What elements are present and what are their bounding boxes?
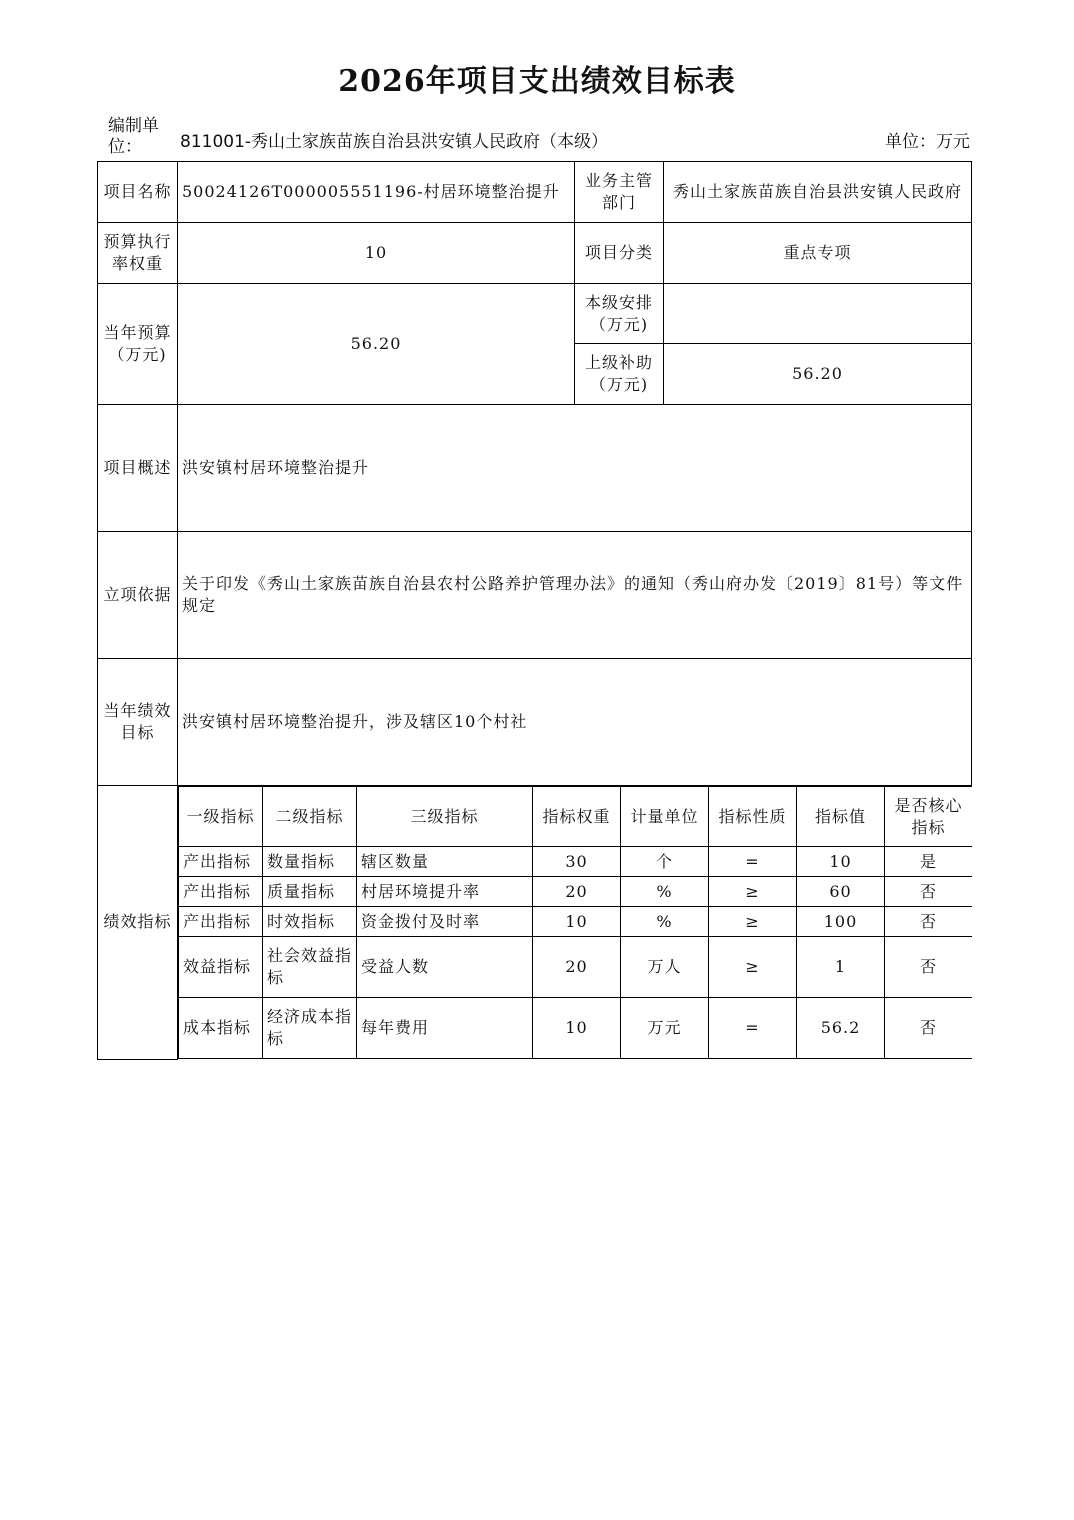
cell-level2: 社会效益指标 — [263, 937, 357, 998]
cell-level3: 村居环境提升率 — [357, 877, 533, 907]
table-row — [179, 998, 972, 1059]
page-title: 2026年项目支出绩效目标表 — [338, 64, 736, 99]
cell-level2: 时效指标 — [263, 907, 357, 937]
cell-level1: 成本指标 — [179, 998, 263, 1059]
project-name-value: 50024126T000005551196-村居环境整治提升 — [178, 162, 575, 223]
cell-level3: 辖区数量 — [357, 847, 533, 877]
performance-target-table — [97, 161, 972, 1060]
overview-label: 项目概述 — [98, 405, 178, 532]
basis-value: 关于印发《秀山土家族苗族自治县农村公路养护管理办法》的通知（秀山府办发〔2019〕81号）等文件规定 — [178, 532, 972, 659]
cell-weight: 10 — [533, 907, 621, 937]
cell-nature: ≥ — [709, 937, 797, 998]
cell-unit: % — [621, 907, 709, 937]
cell-weight: 10 — [533, 998, 621, 1059]
header-weight: 指标权重 — [533, 787, 621, 847]
dept-value: 秀山土家族苗族自治县洪安镇人民政府 — [664, 162, 972, 223]
dept-label: 业务主管部门 — [575, 162, 664, 223]
category-label: 项目分类 — [575, 223, 664, 284]
cell-nature: ≥ — [709, 877, 797, 907]
money-unit: 单位：万元 — [885, 132, 970, 152]
annual-budget-label: 当年预算（万元) — [98, 284, 178, 405]
cell-level3: 每年费用 — [357, 998, 533, 1059]
cell-value: 56.2 — [797, 998, 885, 1059]
indicators-container — [178, 786, 972, 1060]
cell-weight: 20 — [533, 877, 621, 907]
compiling-unit-label: 编制单位： — [108, 116, 159, 157]
cell-value: 10 — [797, 847, 885, 877]
cell-level2: 数量指标 — [263, 847, 357, 877]
cell-level2: 经济成本指标 — [263, 998, 357, 1059]
cell-core: 否 — [885, 877, 972, 907]
cell-unit: 个 — [621, 847, 709, 877]
cell-level2: 质量指标 — [263, 877, 357, 907]
cell-unit: 万元 — [621, 998, 709, 1059]
cell-level1: 产出指标 — [179, 877, 263, 907]
upper-subsidy-value: 56.20 — [664, 344, 972, 405]
header-level2: 二级指标 — [263, 787, 357, 847]
cell-weight: 30 — [533, 847, 621, 877]
header-level3: 三级指标 — [357, 787, 533, 847]
header-value: 指标值 — [797, 787, 885, 847]
annual-goal-label: 当年绩效目标 — [98, 659, 178, 786]
cell-unit: % — [621, 877, 709, 907]
cell-core: 否 — [885, 998, 972, 1059]
table-row — [179, 937, 972, 998]
cell-level1: 产出指标 — [179, 847, 263, 877]
annual-budget-value: 56.20 — [178, 284, 575, 405]
cell-nature: ≥ — [709, 907, 797, 937]
indicators-table — [178, 786, 972, 1059]
header-unit: 计量单位 — [621, 787, 709, 847]
cell-level1: 产出指标 — [179, 907, 263, 937]
header-nature: 指标性质 — [709, 787, 797, 847]
local-arrangement-label: 本级安排（万元) — [575, 284, 664, 344]
local-arrangement-value — [664, 284, 972, 344]
cell-value: 60 — [797, 877, 885, 907]
cell-unit: 万人 — [621, 937, 709, 998]
cell-core: 否 — [885, 937, 972, 998]
execution-rate-value: 10 — [178, 223, 575, 284]
table-row — [179, 907, 972, 937]
header-core: 是否核心指标 — [885, 787, 972, 847]
compiling-unit-value: 811001-秀山土家族苗族自治县洪安镇人民政府（本级） — [180, 132, 609, 152]
cell-core: 是 — [885, 847, 972, 877]
cell-level3: 资金拨付及时率 — [357, 907, 533, 937]
annual-goal-value: 洪安镇村居环境整治提升，涉及辖区10个村社 — [178, 659, 972, 786]
table-row — [179, 847, 972, 877]
cell-value: 1 — [797, 937, 885, 998]
category-value: 重点专项 — [664, 223, 972, 284]
cell-level3: 受益人数 — [357, 937, 533, 998]
execution-rate-label: 预算执行率权重 — [98, 223, 178, 284]
header-level1: 一级指标 — [179, 787, 263, 847]
basis-label: 立项依据 — [98, 532, 178, 659]
overview-value: 洪安镇村居环境整治提升 — [178, 405, 972, 532]
cell-nature: = — [709, 998, 797, 1059]
project-name-label: 项目名称 — [98, 162, 178, 223]
upper-subsidy-label: 上级补助（万元) — [575, 344, 664, 405]
cell-level1: 效益指标 — [179, 937, 263, 998]
cell-nature: = — [709, 847, 797, 877]
indicators-section-label: 绩效指标 — [98, 786, 178, 1060]
cell-value: 100 — [797, 907, 885, 937]
cell-core: 否 — [885, 907, 972, 937]
cell-weight: 20 — [533, 937, 621, 998]
table-row — [179, 877, 972, 907]
